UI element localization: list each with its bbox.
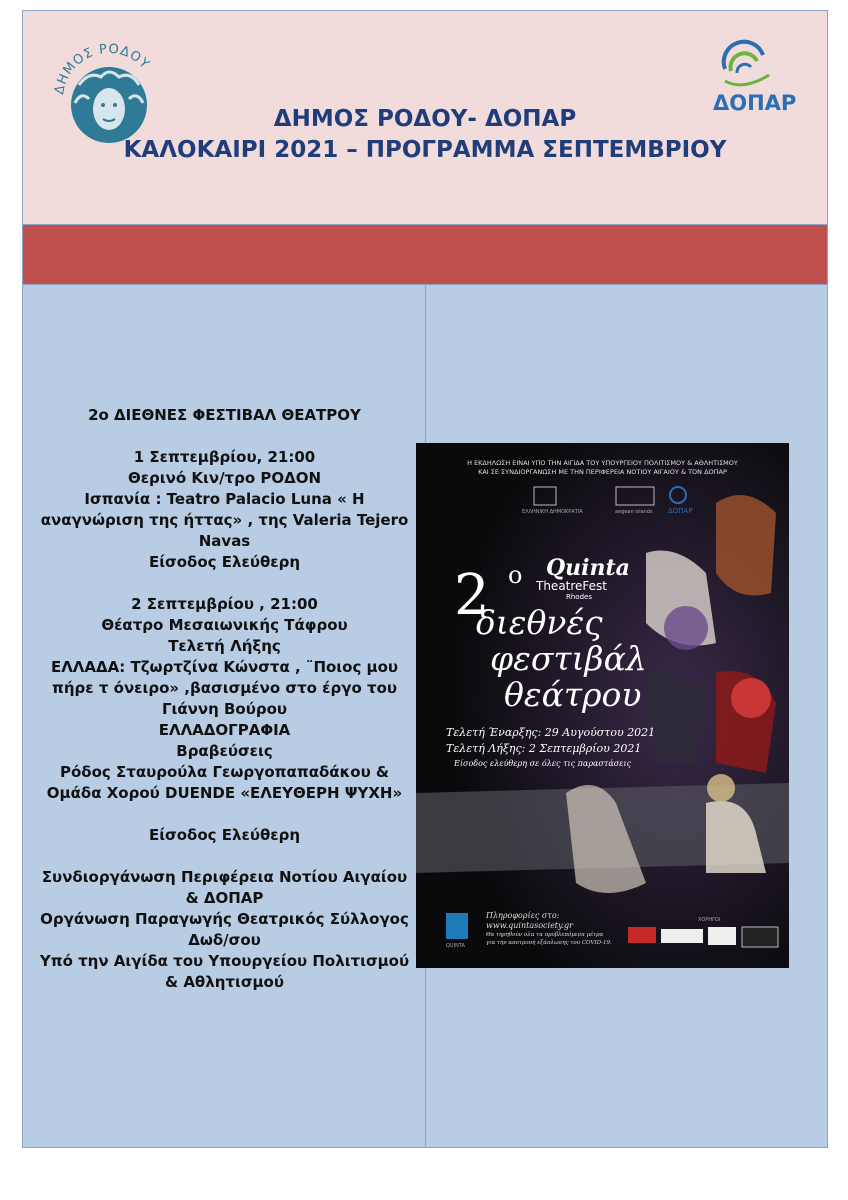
event-line: Είσοδος Ελεύθερη <box>148 826 301 844</box>
poster-brand-sub: TheatreFest <box>536 579 608 593</box>
poster-edition-superscript: ο <box>508 561 523 589</box>
event-line: Υπό την Αιγίδα του Υπουργείου Πολιτισμού & Αθλητισμού <box>39 952 410 991</box>
event-line: ΕΛΛΑΔΑ: Τζωρτζίνα Κώνστα , ¨Ποιος μου πήρε τ όνειρο» ,βασισμένο στο έργο του Γιάννη Βούρου <box>50 658 399 718</box>
poster-info-note: για την αποτροπή εξάπλωσης του COVID-19. <box>486 940 612 946</box>
header-band <box>23 11 827 225</box>
page-title: ΔΗΜΟΣ ΡΟΔΟΥ- ΔΟΠΑΡ <box>273 106 577 132</box>
poster-title-word: φεστιβάλ <box>490 639 647 678</box>
event-line: 2 Σεπτεμβρίου , 21:00 <box>131 595 318 613</box>
event-description <box>33 405 416 993</box>
poster-footer-logo-label: QUINTA <box>446 943 465 949</box>
poster-sponsors-label: ΧΟΡΗΓΟΙ <box>698 917 721 923</box>
event-line: Συνδιοργάνωση Περιφέρεια Νοτίου Αιγαίου & ΔΟΠΑΡ <box>41 868 408 907</box>
poster-title-word: θεάτρου <box>504 675 642 714</box>
poster-entry-note: Είσοδος ελεύθερη σε όλες τις παραστάσεις <box>454 759 632 768</box>
poster-info-label: Πληροφορίες στο: <box>486 911 560 920</box>
poster-info <box>486 911 612 947</box>
event-line <box>33 846 416 867</box>
event-line <box>33 573 416 594</box>
poster-title-word: διεθνές <box>476 603 603 642</box>
event-line <box>33 426 416 447</box>
poster-info-note: Θα τηρηθούν όλα τα προβλεπόμενα μέτρα <box>486 932 604 938</box>
municipality-logo <box>49 39 167 151</box>
event-line: Οργάνωση Παραγωγής Θεατρικός Σύλλογος Δωδ/σου <box>40 910 409 949</box>
poster-logo-label: ΕΛΛΗΝΙΚΗ ΔΗΜΟΚΡΑΤΙΑ <box>522 509 583 515</box>
event-line: Βραβεύσεις <box>176 742 273 760</box>
event-line: Θερινό Κιν/τρο ΡΟΔΟΝ <box>127 469 322 487</box>
event-line: 1 Σεπτεμβρίου, 21:00 <box>133 448 316 466</box>
event-line: Ρόδος Σταυρούλα Γεωργοπαπαδάκου & Ομάδα Χορού DUENDE «ΕΛΕΥΘΕΡΗ ΨΥΧΗ» <box>46 763 403 802</box>
festival-poster <box>416 443 789 968</box>
poster-patronage-text <box>436 459 769 477</box>
event-line <box>33 804 416 825</box>
event-line: ΕΛΛΑΔΟΓΡΑΦΙΑ <box>158 721 291 739</box>
page-subtitle: ΚΑΛΟΚΑΙΡΙ 2021 – ΠΡΟΓΡΑΜΜΑ ΣΕΠΤΕΜΒΡΙΟΥ <box>123 137 727 163</box>
event-line: Τελετή Λήξης <box>168 637 281 655</box>
dopar-logo-text: ΔΟΠΑΡ <box>713 91 797 115</box>
poster-patronage-line: Η ΕΚΔΗΛΩΣΗ ΕΙΝΑΙ ΥΠΟ ΤΗΝ ΑΙΓΙΔΑ ΤΟΥ ΥΠΟΥΡΓΕΙΟΥ ΠΟΛΙΤΙΣΜΟΥ & ΑΘΛΗΤΙΣΜΟΥ <box>467 459 738 467</box>
poster-opening-date: Τελετή Έναρξης: 29 Αυγούστου 2021 <box>446 726 656 739</box>
event-line: Ισπανία : Teatro Palacio Luna « Η αναγνώριση της ήττας» , της Valeria Tejero Navas <box>40 490 409 550</box>
event-line: Θέατρο Μεσαιωνικής Τάφρου <box>101 616 348 634</box>
poster-brand-city: Rhodes <box>566 593 592 601</box>
poster-edition-number: 2 <box>454 563 490 628</box>
poster-closing-date: Τελετή Λήξης: 2 Σεπτεμβρίου 2021 <box>446 742 642 755</box>
poster-patronage-line: ΚΑΙ ΣΕ ΣΥΝΔΙΟΡΓΑΝΩΣΗ ΜΕ ΤΗΝ ΠΕΡΙΦΕΡΕΙΑ ΝΟΤΙΟΥ ΑΙΓΑΙΟΥ & ΤΟΝ ΔΟΠΑΡ <box>478 468 727 476</box>
poster-info-url: www.quintasociety.gr <box>486 921 573 930</box>
poster-logo-label: aegean islands <box>615 509 653 515</box>
program-column <box>23 285 426 1147</box>
event-line: 2ο ΔΙΕΘΝΕΣ ΦΕΣΤΙΒΑΛ ΘΕΑΤΡΟΥ <box>88 406 361 424</box>
poster-logo-label: ΔΟΠΑΡ <box>668 507 693 515</box>
event-line: Είσοδος Ελεύθερη <box>148 553 301 571</box>
red-divider-bar <box>23 225 827 285</box>
municipality-logo-text: ΔΗΜΟΣ ΡΟΔΟΥ <box>52 41 153 96</box>
poster-brand: Quinta <box>546 555 630 581</box>
poster-dates <box>446 725 655 757</box>
